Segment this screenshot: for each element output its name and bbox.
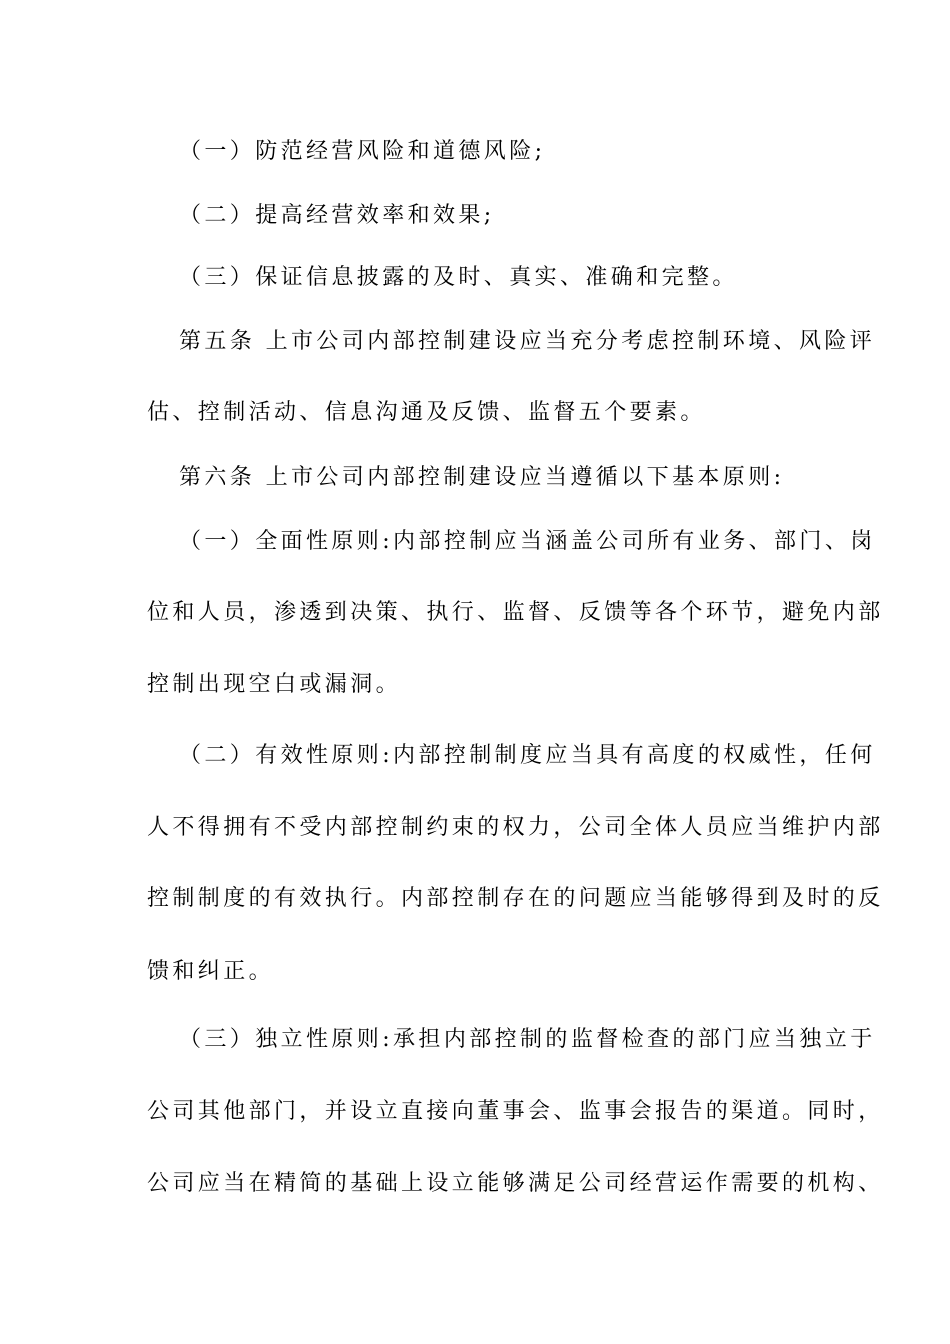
objective-item-2: （二）提高经营效率和效果; [179,203,495,228]
principle-2-line-1: （二）有效性原则:内部控制制度应当具有高度的权威性，任何 [179,743,876,768]
principle-1-line-1: （一）全面性原则:内部控制应当涵盖公司所有业务、部门、岗 [179,529,876,554]
principle-2-line-2: 人不得拥有不受内部控制约束的权力，公司全体人员应当维护内部 [147,815,884,840]
article-5-line-1: 第五条 上市公司内部控制建设应当充分考虑控制环境、风险评 [179,329,876,354]
article-5-line-2: 估、控制活动、信息沟通及反馈、监督五个要素。 [147,400,706,425]
principle-3-line-2: 公司其他部门，并设立直接向董事会、监事会报告的渠道。同时， [147,1099,884,1124]
principle-1-line-3: 控制出现空白或漏洞。 [147,672,402,697]
principle-1-line-2: 位和人员，渗透到决策、执行、监督、反馈等各个环节，避免内部 [147,600,884,625]
principle-2-line-3: 控制制度的有效执行。内部控制存在的问题应当能够得到及时的反 [147,886,884,911]
principle-3-line-3: 公司应当在精简的基础上设立能够满足公司经营运作需要的机构、 [147,1171,884,1196]
objective-item-3: （三）保证信息披露的及时、真实、准确和完整。 [179,265,738,290]
article-6-heading: 第六条 上市公司内部控制建设应当遵循以下基本原则: [179,465,785,490]
principle-3-line-1: （三）独立性原则:承担内部控制的监督检查的部门应当独立于 [179,1027,876,1052]
objective-item-1: （一）防范经营风险和道德风险; [179,139,546,164]
principle-2-line-4: 馈和纠正。 [147,959,275,984]
